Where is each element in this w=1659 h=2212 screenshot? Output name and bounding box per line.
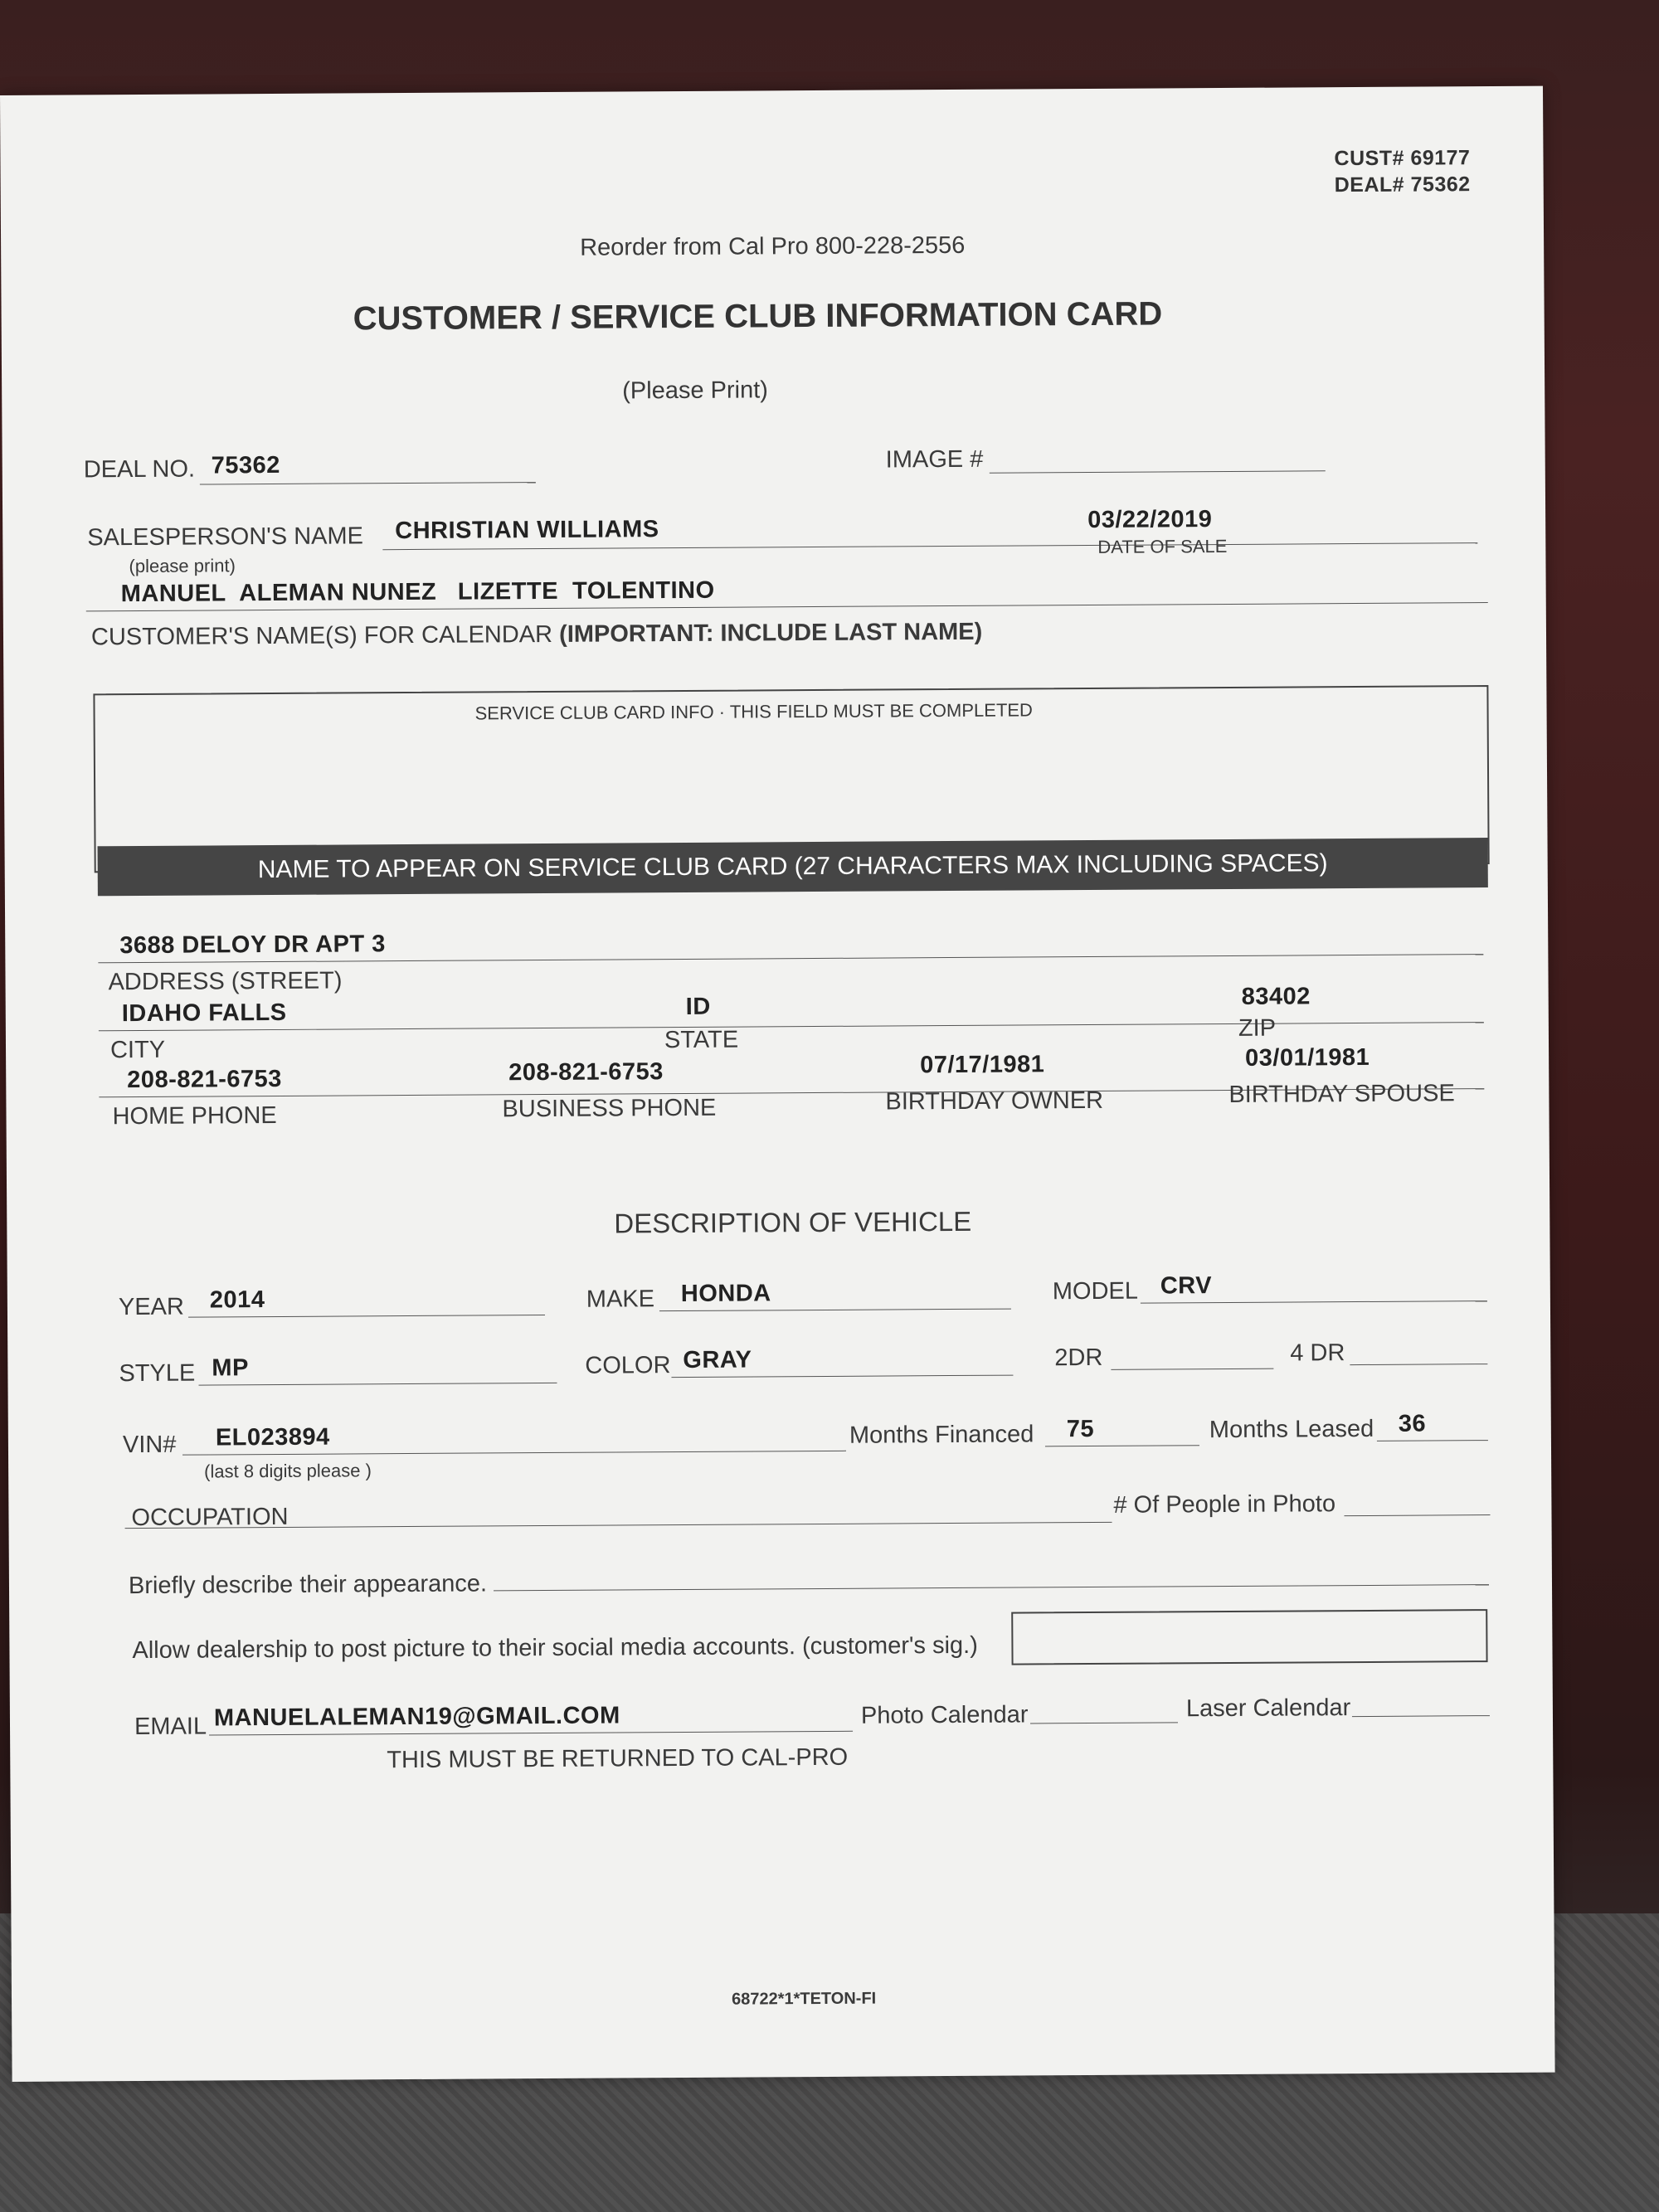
- months-financed-label: Months Financed: [849, 1421, 1034, 1449]
- zip-value[interactable]: 83402: [1241, 983, 1311, 1010]
- birthday-owner-value[interactable]: 07/17/1981: [920, 1051, 1045, 1079]
- deal-no-label: DEAL NO.: [83, 455, 196, 484]
- customer-name-label-text: CUSTOMER'S NAME(S) FOR CALENDAR: [90, 620, 553, 651]
- form-title: CUSTOMER / SERVICE CLUB INFORMATION CARD: [353, 295, 1163, 338]
- make-value[interactable]: HONDA: [680, 1280, 771, 1308]
- home-phone-value[interactable]: 208-821-6753: [127, 1065, 282, 1094]
- salesperson-hint: (please print): [129, 555, 236, 577]
- four-door-line[interactable]: [1350, 1364, 1487, 1365]
- reorder-note: Reorder from Cal Pro 800-228-2556: [580, 231, 966, 261]
- image-number-label: IMAGE #: [885, 445, 984, 474]
- people-in-photo-line[interactable]: [1344, 1514, 1490, 1516]
- color-label: COLOR: [585, 1352, 671, 1379]
- customer-signature-box[interactable]: [1011, 1609, 1487, 1665]
- vin-value[interactable]: EL023894: [215, 1423, 330, 1451]
- home-phone-label: HOME PHONE: [112, 1101, 277, 1130]
- photo-calendar-label: Photo Calendar: [860, 1701, 1029, 1729]
- customer-name-value[interactable]: MANUEL ALEMAN NUNEZ LIZETTE TOLENTINO: [120, 576, 715, 608]
- birthday-owner-label: BIRTHDAY OWNER: [885, 1087, 1104, 1116]
- style-value[interactable]: MP: [212, 1354, 249, 1382]
- customer-name-important: (IMPORTANT: INCLUDE LAST NAME): [559, 618, 983, 648]
- months-financed-line: [1045, 1445, 1199, 1446]
- months-leased-value[interactable]: 36: [1398, 1410, 1427, 1437]
- state-label: STATE: [664, 1026, 739, 1054]
- salesperson-value[interactable]: CHRISTIAN WILLIAMS: [395, 516, 659, 545]
- email-label: EMAIL: [134, 1713, 207, 1741]
- street-label: ADDRESS (STREET): [108, 967, 343, 996]
- style-label: STYLE: [119, 1359, 196, 1388]
- vehicle-heading: DESCRIPTION OF VEHICLE: [614, 1205, 972, 1239]
- photo-calendar-line[interactable]: [1030, 1722, 1178, 1723]
- birthday-spouse-label: BIRTHDAY SPOUSE: [1228, 1080, 1455, 1108]
- make-label: MAKE: [586, 1286, 655, 1313]
- laser-calendar-label: Laser Calendar: [1185, 1694, 1351, 1723]
- birthday-spouse-value[interactable]: 03/01/1981: [1245, 1043, 1370, 1072]
- color-line: [671, 1375, 1013, 1378]
- business-phone-label: BUSINESS PHONE: [502, 1094, 717, 1123]
- four-door-label: 4 DR: [1290, 1339, 1345, 1367]
- customer-name-label: [91, 619, 982, 652]
- service-club-box-title: SERVICE CLUB CARD INFO · THIS FIELD MUST BE COMPLETED: [474, 699, 1033, 724]
- months-leased-line: [1377, 1440, 1488, 1441]
- year-line: [188, 1315, 545, 1318]
- image-number-line[interactable]: [990, 470, 1326, 473]
- information-card-form: [0, 86, 1555, 2082]
- two-door-line[interactable]: [1111, 1369, 1273, 1370]
- please-print-note: (Please Print): [622, 377, 768, 405]
- deal-number-header: DEAL# 75362: [1334, 173, 1471, 197]
- appearance-line[interactable]: [494, 1584, 1489, 1591]
- return-note: THIS MUST BE RETURNED TO CAL-PRO: [387, 1743, 849, 1774]
- cust-number: CUST# 69177: [1334, 146, 1471, 171]
- city-state-zip-line: [99, 1022, 1484, 1031]
- social-media-label: Allow dealership to post picture to their social media accounts. (customer's sig.): [132, 1631, 978, 1665]
- style-line: [199, 1383, 557, 1386]
- two-door-label: 2DR: [1054, 1344, 1103, 1372]
- year-label: YEAR: [118, 1293, 185, 1321]
- zip-label: ZIP: [1238, 1014, 1277, 1042]
- year-value[interactable]: 2014: [209, 1286, 265, 1314]
- model-line: [1141, 1300, 1487, 1304]
- business-phone-value[interactable]: 208-821-6753: [508, 1058, 664, 1087]
- form-code: 68722*1*TETON-FI: [731, 1989, 877, 2009]
- state-value[interactable]: ID: [685, 993, 711, 1020]
- city-label: CITY: [109, 1036, 166, 1064]
- date-of-sale-label: DATE OF SALE: [1097, 535, 1228, 557]
- laser-calendar-line[interactable]: [1352, 1715, 1490, 1717]
- email-value[interactable]: MANUELALEMAN19@GMAIL.COM: [213, 1702, 620, 1732]
- model-label: MODEL: [1052, 1277, 1139, 1305]
- occupation-label: OCCUPATION: [131, 1503, 289, 1532]
- service-club-bar-text: NAME TO APPEAR ON SERVICE CLUB CARD (27 CHARACTERS MAX INCLUDING SPACES): [257, 849, 1328, 884]
- appearance-label: Briefly describe their appearance.: [128, 1570, 488, 1600]
- make-line: [659, 1309, 1011, 1312]
- months-leased-label: Months Leased: [1209, 1415, 1374, 1444]
- months-financed-value[interactable]: 75: [1066, 1415, 1095, 1443]
- vin-hint: (last 8 digits please ): [204, 1460, 372, 1482]
- street-value[interactable]: 3688 DELOY DR APT 3: [119, 931, 386, 960]
- date-of-sale-value[interactable]: 03/22/2019: [1087, 506, 1213, 533]
- salesperson-label: SALESPERSON'S NAME: [87, 523, 364, 552]
- city-value[interactable]: IDAHO FALLS: [121, 999, 287, 1028]
- model-value[interactable]: CRV: [1160, 1272, 1213, 1300]
- deal-no-line: [200, 482, 536, 484]
- deal-no-value[interactable]: 75362: [211, 451, 280, 479]
- vin-label: VIN#: [122, 1431, 177, 1459]
- service-club-name-bar: [98, 838, 1488, 896]
- color-value[interactable]: GRAY: [683, 1346, 752, 1373]
- people-in-photo-label: # Of People in Photo: [1113, 1490, 1336, 1519]
